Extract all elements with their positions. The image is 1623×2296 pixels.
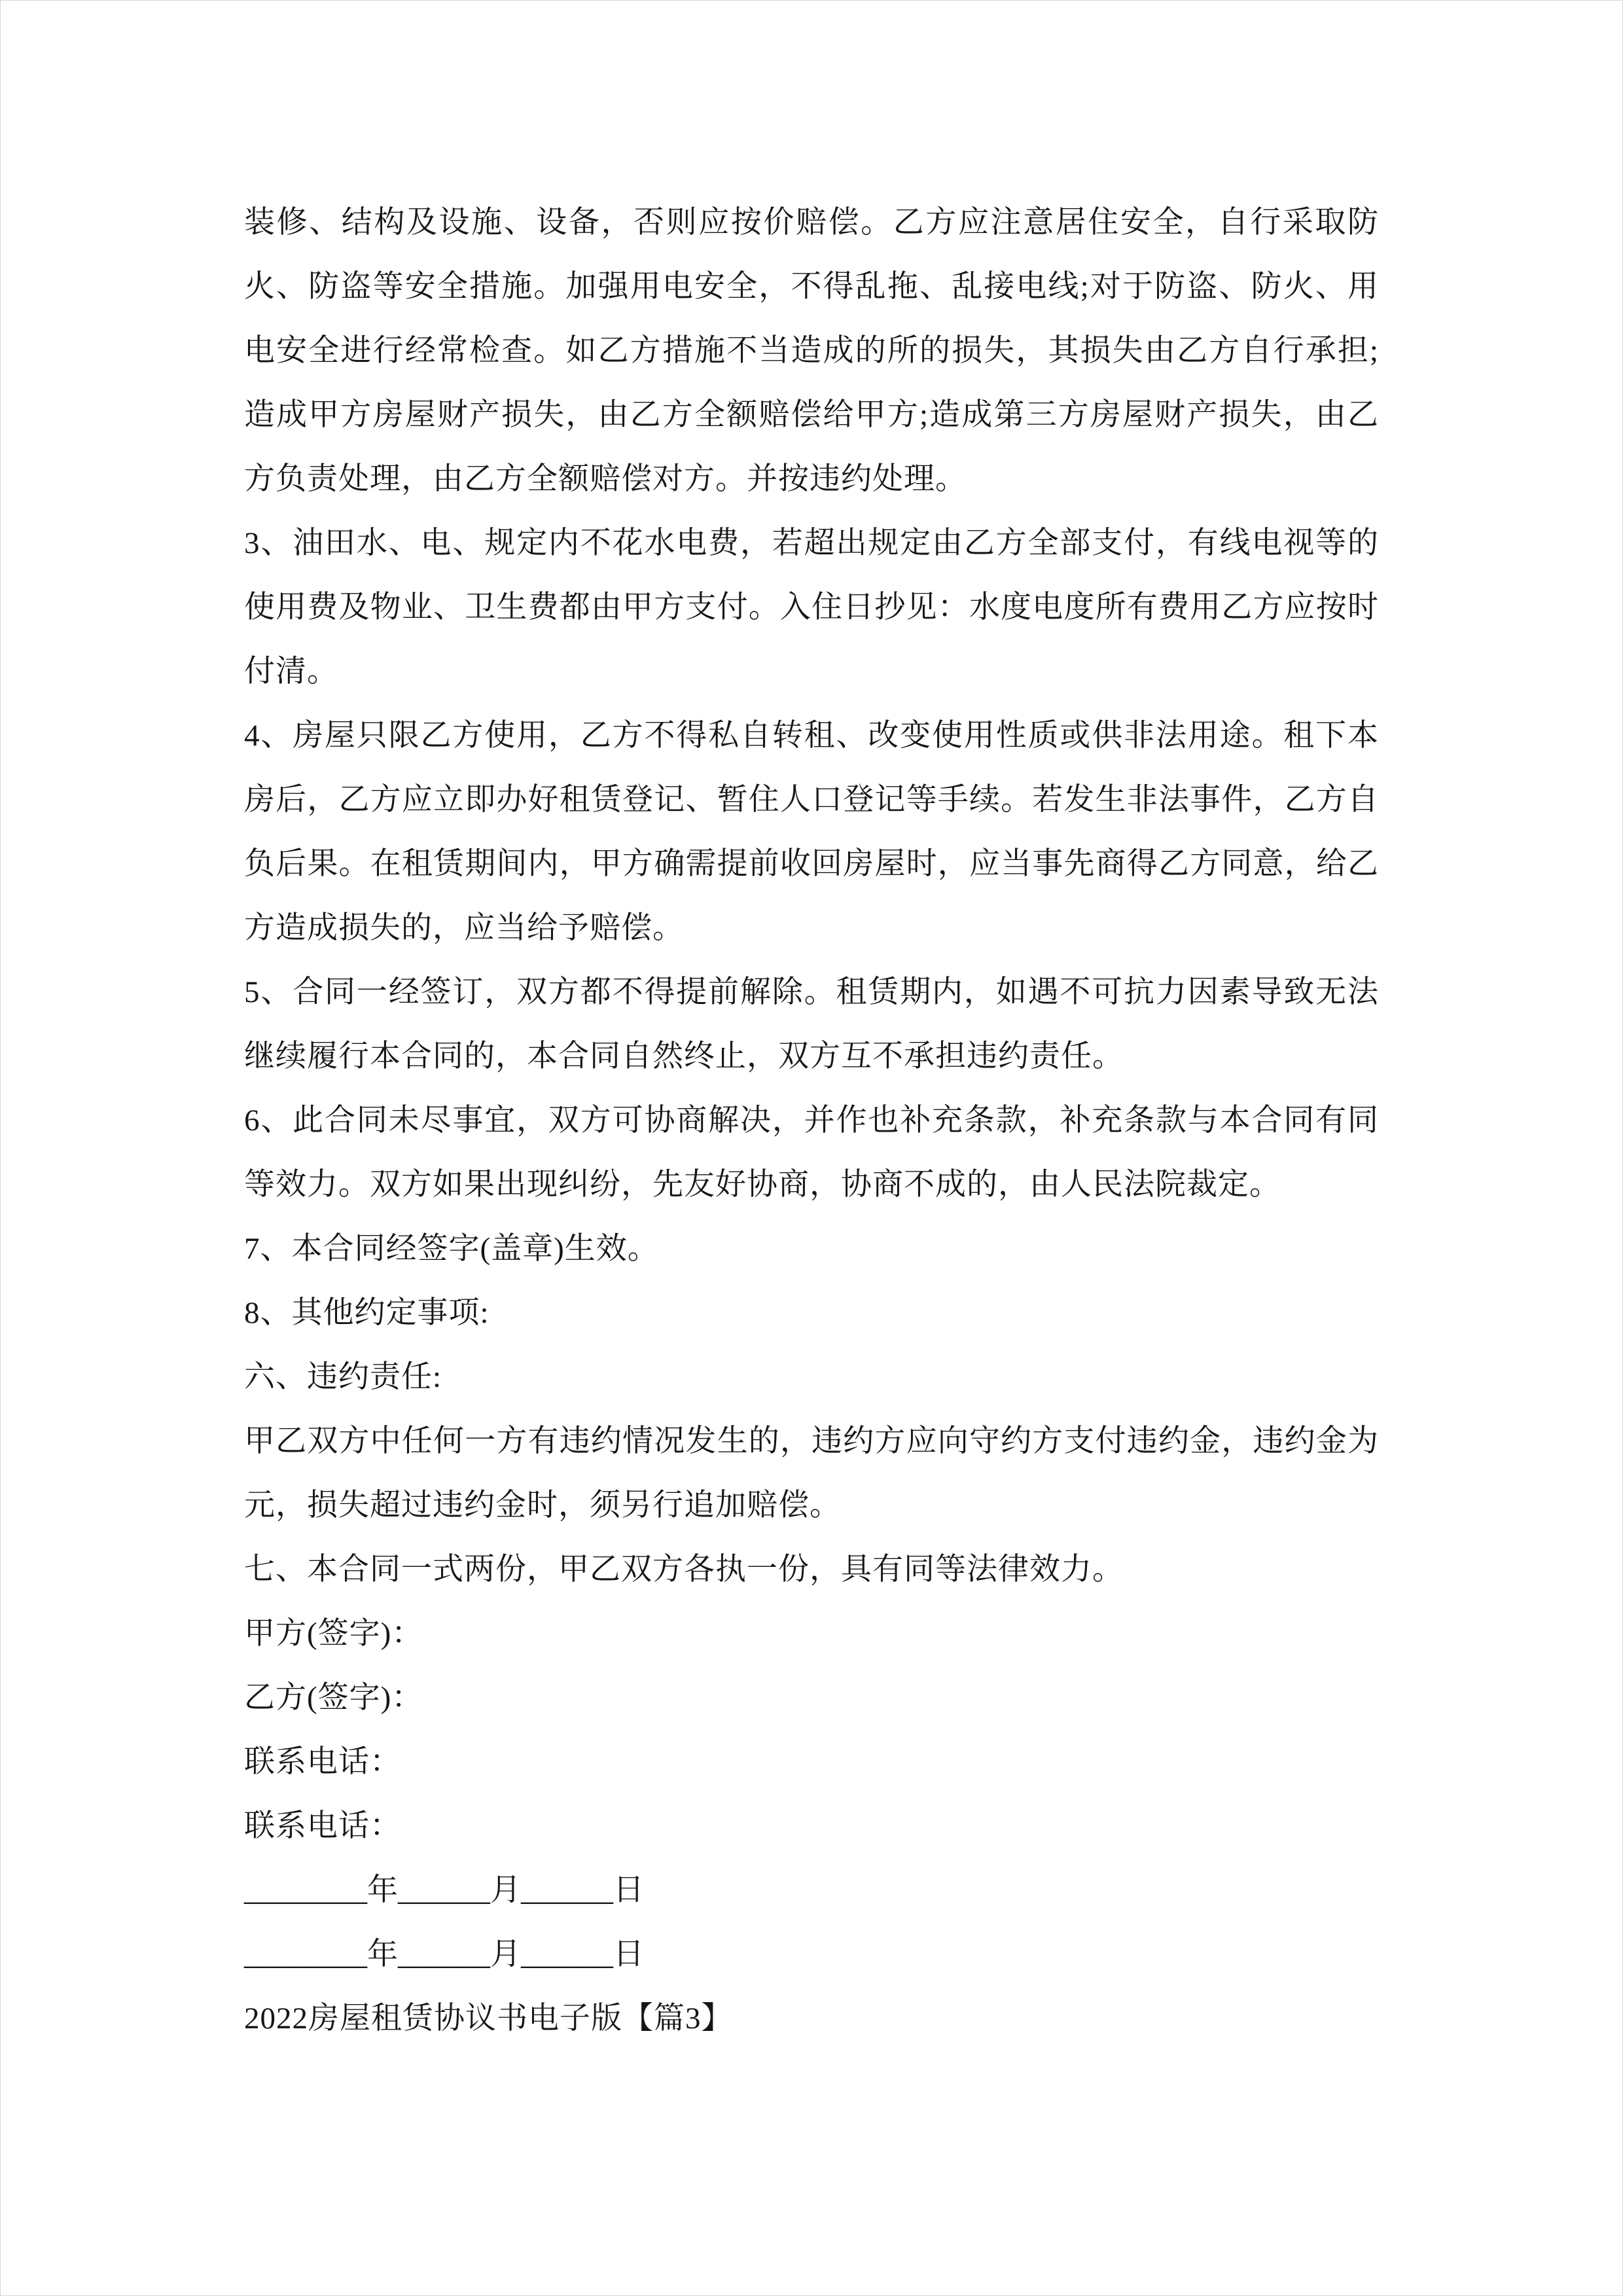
contact-phone-line-b: 联系电话： [244,1809,401,1843]
clause-4: 4、房屋只限乙方使用，乙方不得私自转租、改变使用性质或供非法用途。租下本房后，乙方应立即办好租赁登记、暂住人口登记等手续。若发生非法事件，乙方自负后果。在租赁期间内，甲方确需提前收回房屋时，应当事先商得乙方同意，给乙方造成损失的，应当给予赔偿。 [244,719,1379,945]
section-6-title: 六、违约责任: [244,1360,442,1394]
date-blank-line-b: ________年______月______日 [244,1937,644,1971]
date-blank-line-a: ________年______月______日 [244,1873,644,1907]
document-body [244,190,1379,2164]
clause-5: 5、合同一经签订，双方都不得提前解除。租赁期内，如遇不可抗力因素导致无法继续履行本合同的，本合同自然终止，双方互不承担违约责任。 [244,975,1379,1073]
clause-7: 7、本合同经签字(盖章)生效。 [244,1232,659,1266]
clause-8: 8、其他约定事项: [244,1296,490,1330]
clause-3: 3、油田水、电、规定内不花水电费，若超出规定由乙方全部支付，有线电视等的使用费及物业、卫生费都由甲方支付。入住日抄见：水度电度所有费用乙方应按时付清。 [244,526,1379,689]
clause-2-continuation: 装修、结构及设施、设备，否则应按价赔偿。乙方应注意居住安全，自行采取防火、防盗等安全措施。加强用电安全，不得乱拖、乱接电线;对于防盗、防火、用电安全进行经常检查。如乙方措施不当造成的所的损失，其损失由乙方自行承担;造成甲方房屋财产损失，由乙方全额赔偿给甲方;造成第三方房屋财产损失，由乙方负责处理，由乙方全额赔偿对方。并按违约处理。 [244,206,1379,496]
party-a-signature-line: 甲方(签字)： [244,1617,423,1651]
party-b-signature-line: 乙方(签字)： [244,1681,423,1715]
contact-phone-line-a: 联系电话： [244,1745,401,1779]
next-section-title: 2022房屋租赁协议书电子版【篇3】 [244,2001,733,2036]
clause-6: 6、此合同未尽事宜，双方可协商解决，并作也补充条款，补充条款与本合同有同等效力。双方如果出现纠纷，先友好协商，协商不成的，由人民法院裁定。 [244,1103,1379,1202]
breach-clause: 甲乙双方中任何一方有违约情况发生的，违约方应向守约方支付违约金，违约金为 元，损失超过违约金时，须另行追加赔偿。 [244,1424,1379,1522]
section-7-clause: 七、本合同一式两份，甲乙双方各执一份，具有同等法律效力。 [244,1552,1124,1587]
